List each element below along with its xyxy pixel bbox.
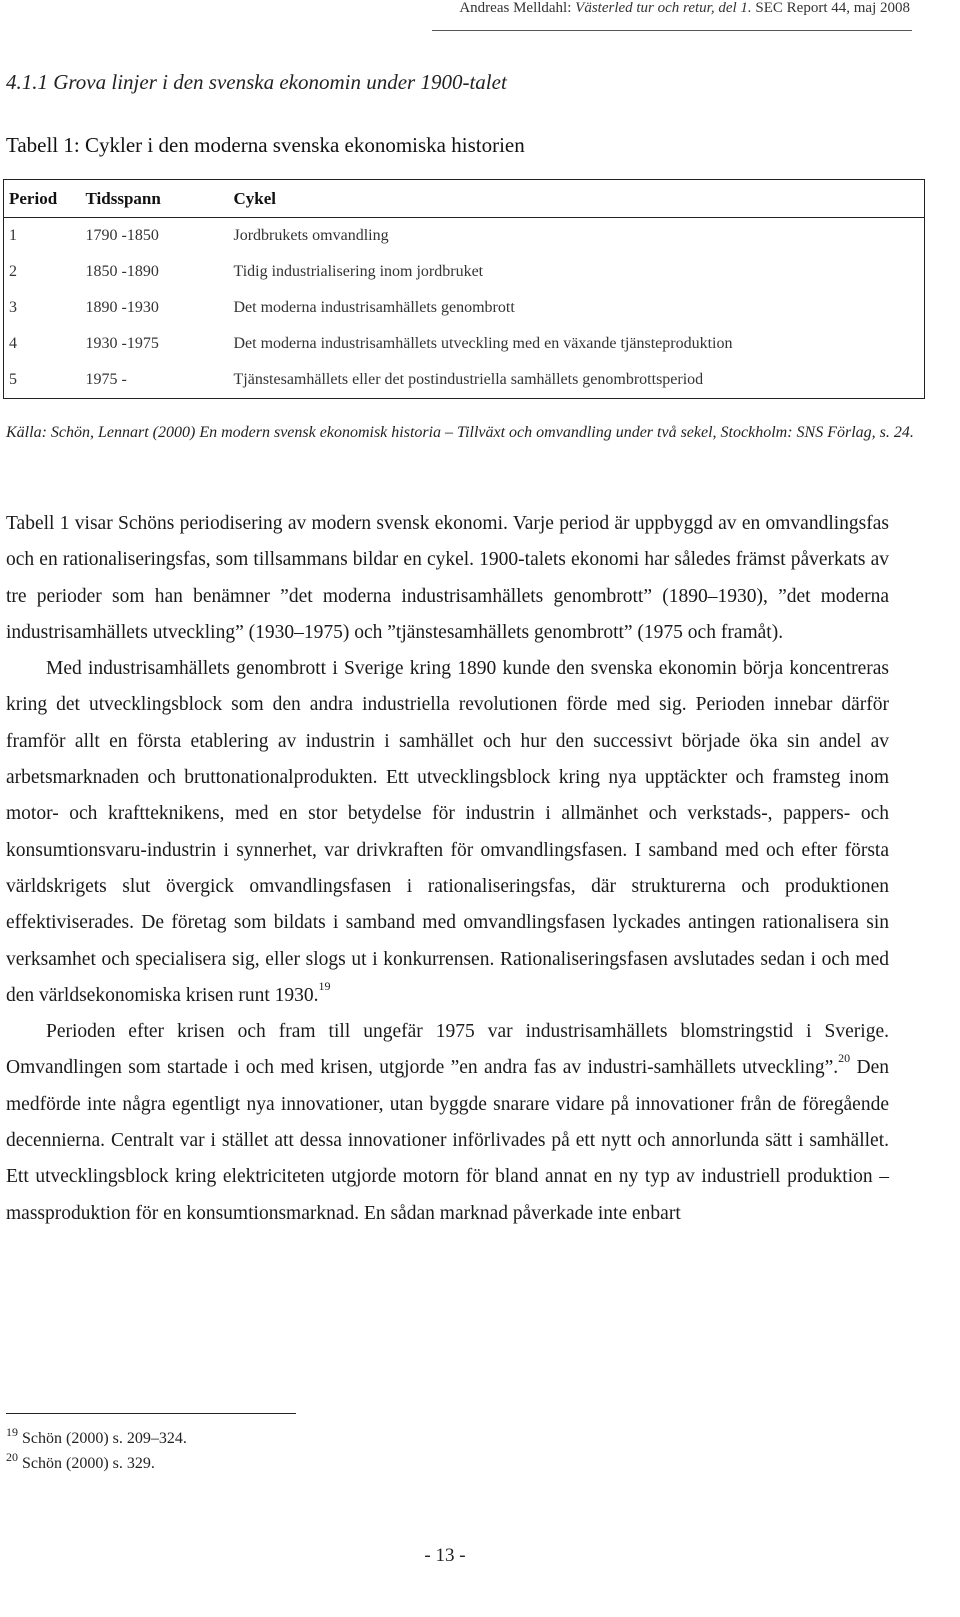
table-row — [4, 326, 925, 362]
footnotes — [6, 1426, 187, 1476]
cell-tidsspann: 1890 -1930 — [85, 299, 159, 316]
running-header — [0, 0, 910, 22]
cell-cykel: Tjänstesamhällets eller det postindustriella samhällets genombrottsperiod — [233, 371, 704, 388]
footnote-rule — [6, 1413, 296, 1414]
footnote-number: 20 — [6, 1450, 18, 1464]
paragraph — [6, 651, 889, 1014]
cell-period: 3 — [9, 299, 17, 316]
paragraph-text-continued: Den medförde inte några egentligt nya innovationer, utan byggde snarare vidare på innovationer från de föregående decennierna. Centralt var i stället att dessa innovationer införlivades på ett nytt och annorlunda sätt i samhället. Ett utvecklingsblock kring elektriciteten utgjorde motorn för bland annat en ny typ av industriell produktion – massproduktion för en konsumtionsmarknad. En sådan marknad påverkade inte enbart — [6, 1057, 889, 1224]
paragraph — [6, 506, 889, 651]
column-header-cykel: Cykel — [233, 188, 276, 208]
cell-period: 2 — [9, 263, 17, 280]
cell-tidsspann: 1790 -1850 — [85, 227, 159, 244]
table-row — [4, 254, 925, 290]
table-row — [4, 362, 925, 399]
cell-tidsspann: 1850 -1890 — [85, 263, 159, 280]
footnote-ref[interactable]: 19 — [318, 978, 331, 993]
footnote-text: Schön (2000) s. 329. — [22, 1455, 155, 1472]
table-caption: Tabell 1: Cykler i den moderna svenska ekonomiska historien — [6, 133, 525, 157]
cell-period: 1 — [9, 227, 17, 244]
body-text — [6, 506, 889, 1232]
page-number: - 13 - — [424, 1545, 466, 1566]
column-header-period: Period — [9, 188, 58, 208]
cell-cykel: Jordbrukets omvandling — [233, 227, 389, 244]
cell-cykel: Tidig industrialisering inom jordbruket — [233, 263, 484, 280]
column-header-tidsspann: Tidsspann — [85, 188, 161, 208]
footnote-text: Schön (2000) s. 209–324. — [22, 1430, 187, 1447]
paragraph — [6, 1014, 889, 1232]
header-title: Västerled tur och retur, del 1. — [575, 0, 752, 16]
table-header-row — [4, 180, 925, 218]
footnote — [6, 1426, 187, 1451]
table-row — [4, 218, 925, 255]
footnote-ref[interactable]: 20 — [838, 1051, 851, 1066]
section-heading: 4.1.1 Grova linjer i den svenska ekonomin under 1900-talet — [6, 70, 507, 94]
cell-cykel: Det moderna industrisamhällets genombrott — [233, 299, 515, 316]
footnote-number: 19 — [6, 1425, 18, 1439]
footnote — [6, 1451, 187, 1476]
cell-period: 4 — [9, 335, 17, 352]
paragraph-text: Med industrisamhällets genombrott i Sverige kring 1890 kunde den svenska ekonomin börja koncentreras kring det utvecklingsblock som den andra industriella revolutionen förde med sig. Perioden innebar därför framför allt en första etablering av industrin i samhället och hur den successivt började öka sin andel av arbetsmarknaden och bruttonationalprodukten. Ett utvecklingsblock kring nya upptäckter och framsteg inom motor- och kraftteknikens, med en stor betydelse för industrin i allmänhet och verkstads-, pappers- och konsumtionsvaru-industrin i synnerhet, var drivkraften för omvandlingsfasen. I samband med och efter första världskrigets slut övergick omvandlingsfasen i rationaliseringsfas, där strukturerna och produktionen effektiviserades. De företag som bildats i samband med omvandlingsfasen lyckades antingen rationalisera sin verksamhet och specialisera sig, eller slogs ut i konkurrensen. Rationaliseringsfasen avslutades sedan i och med den världsekonomiska krisen runt 1930. — [6, 658, 889, 1006]
header-rule — [432, 30, 912, 31]
header-author: Andreas Melldahl: — [459, 0, 572, 16]
cycles-table — [3, 179, 925, 399]
paragraph-text: Tabell 1 visar Schöns periodisering av modern svensk ekonomi. Varje period är uppbyggd av en omvandlingsfas och en rationaliseringsfas, som tillsammans bildar en cykel. 1900-talets ekonomi har således främst påverkats av tre perioder som han benämner ”det moderna industrisamhällets genombrott” (1890–1930), ”det moderna industrisamhällets utveckling” (1930–1975) och ”tjänstesamhällets genombrott” (1975 och framåt). — [6, 513, 889, 643]
cell-tidsspann: 1975 - — [85, 371, 127, 388]
cell-period: 5 — [9, 371, 17, 388]
cell-tidsspann: 1930 -1975 — [85, 335, 159, 352]
table-row — [4, 290, 925, 326]
table-source: Källa: Schön, Lennart (2000) En modern svensk ekonomisk historia – Tillväxt och omvandling under två sekel, Stockholm: SNS Förlag, s. 24. — [6, 424, 914, 441]
header-report: SEC Report 44, maj 2008 — [755, 0, 910, 16]
cell-cykel: Det moderna industrisamhällets utveckling med en växande tjänsteproduktion — [233, 335, 733, 352]
paragraph-text: Perioden efter krisen och fram till ungefär 1975 var industrisamhällets blomstringstid i Sverige. Omvandlingen som startade i och med krisen, utgjorde ”en andra fas av industri-samhällets utveckling”. — [6, 1021, 889, 1079]
